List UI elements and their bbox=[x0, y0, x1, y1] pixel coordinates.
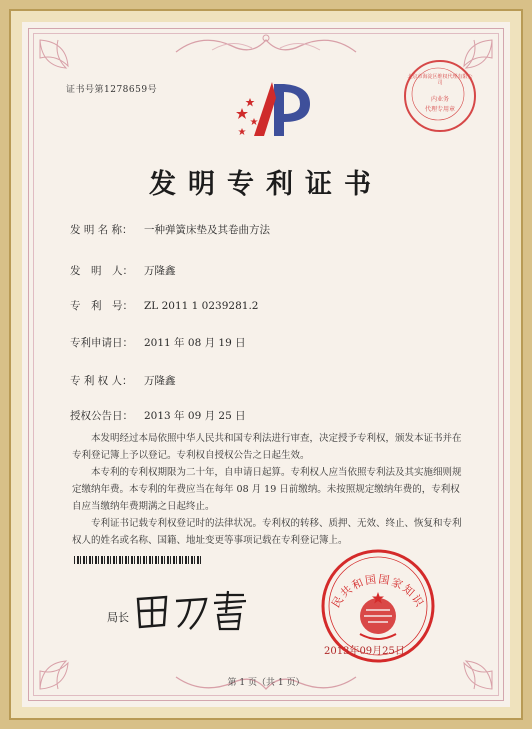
certificate-paper bbox=[22, 22, 510, 707]
field-label: 发 明 名 称： bbox=[70, 224, 133, 236]
field-value: 2013 年 09 月 25 日 bbox=[144, 410, 246, 422]
body-paragraph-register: 专利证书记载专利权登记时的法律状况。专利权的转移、质押、无效、终止、恢复和专利权人的姓名或名称、国籍、地址变更等事项记载在专利登记簿上。 bbox=[72, 518, 462, 546]
body-paragraph-term: 本专利的专利权期限为二十年，自申请日起算。专利权人应当依照专利法及其实施细则规定缴纳年费。本专利的年费应当在每年 08 月 19 日前缴纳。未按照规定缴纳年费的，专利权自应当缴纳年费期满之日起终止。 bbox=[72, 467, 462, 512]
issue-date: 2013年09月25日 bbox=[324, 646, 405, 657]
certificate-title: 发明专利证书 bbox=[149, 169, 383, 200]
field-value: 万隆鑫 bbox=[144, 265, 176, 277]
field-value: ZL 2011 1 0239281.2 bbox=[144, 300, 259, 312]
field-value: 2011 年 08 月 19 日 bbox=[144, 337, 246, 349]
field-value: 一种弹簧床垫及其卷曲方法 bbox=[144, 224, 270, 236]
field-grant-date bbox=[70, 408, 246, 423]
field-patent-number bbox=[70, 298, 258, 313]
field-label: 专利申请日： bbox=[70, 337, 133, 349]
field-label: 发 明 人： bbox=[70, 265, 133, 277]
director-signature-icon bbox=[132, 587, 252, 633]
agency-stamp-top-text: 北京市海淀区维权代理有限公司 bbox=[407, 74, 473, 86]
barcode bbox=[74, 556, 202, 564]
field-invention-name bbox=[70, 222, 270, 237]
field-patentee bbox=[70, 373, 176, 388]
patent-office-logo-icon bbox=[232, 78, 312, 142]
field-value: 万隆鑫 bbox=[144, 375, 176, 387]
page-number: 第 1 页（共 1 页） bbox=[227, 678, 305, 688]
agency-stamp-center-text: 代理专用章 bbox=[424, 106, 455, 113]
agency-stamp-side-text: 内业务 bbox=[430, 96, 449, 103]
certificate-number: 证书号第1278659号 bbox=[66, 85, 158, 95]
field-label: 专 利 号： bbox=[70, 300, 133, 312]
agency-stamp bbox=[404, 60, 476, 132]
body-paragraph-grant: 本发明经过本局依照中华人民共和国专利法进行审查，决定授予专利权，颁发本证书并在专利登记簿上予以登记。专利权自授权公告之日起生效。 bbox=[72, 433, 462, 461]
top-scroll-ornament-icon bbox=[172, 30, 360, 60]
field-inventor bbox=[70, 263, 176, 278]
field-label: 授权公告日： bbox=[70, 410, 133, 422]
director-label: 局长 bbox=[107, 611, 129, 624]
seal-arc-text: 民共和国国家知识 bbox=[329, 572, 427, 611]
field-label: 专 利 权 人： bbox=[70, 375, 133, 387]
field-application-date bbox=[70, 335, 246, 350]
